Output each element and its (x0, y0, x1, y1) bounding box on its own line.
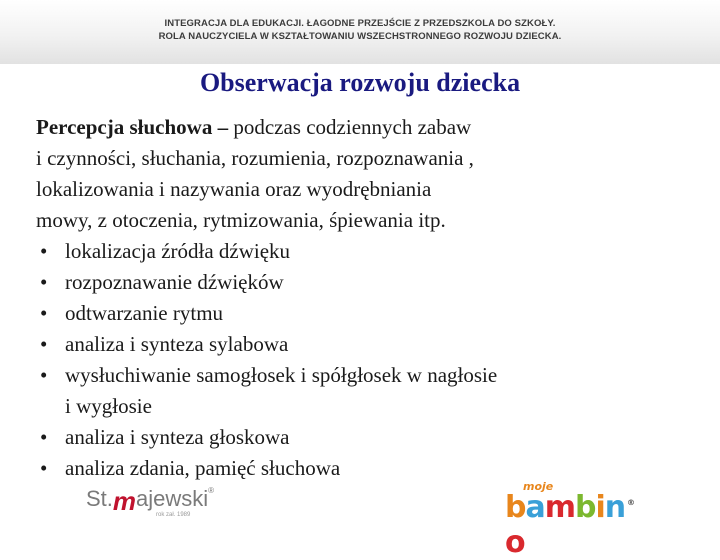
bullet-text: analiza zdania, pamięć słuchowa (65, 456, 341, 480)
bullet-text: analiza i synteza sylabowa (65, 332, 289, 356)
bullet-text: rozpoznawanie dźwięków (65, 270, 284, 294)
bullet-item (36, 267, 656, 298)
bullet-dot: • (40, 301, 48, 325)
intro-line-3: lokalizowania i nazywania oraz wyodrębniania (36, 177, 432, 201)
intro-line-1 (36, 112, 656, 143)
header-text (0, 17, 720, 43)
bullet-item (36, 236, 656, 267)
bullet-item (36, 422, 656, 453)
header-banner (0, 0, 720, 64)
slide-content (36, 112, 656, 484)
bullet-dot: • (40, 456, 48, 480)
bullet-text: odtwarzanie rytmu (65, 301, 224, 325)
bullet-item (36, 298, 656, 329)
bullet-list (36, 236, 656, 484)
bullet-dot: • (40, 332, 48, 356)
bullet-dot: • (40, 270, 48, 294)
moje-bambino-logo: moje bambino ® (505, 480, 635, 560)
bullet-text-continuation: i wygłosie (65, 394, 152, 418)
bullet-text: analiza i synteza głoskowa (65, 425, 290, 449)
header-line-1: INTEGRACJA DLA EDUKACJI. ŁAGODNE PRZEJŚCIE Z PRZEDSZKOLA DO SZKOŁY. (164, 18, 556, 29)
header-line-2: ROLA NAUCZYCIELA W KSZTAŁTOWANIU WSZECHSTRONNEGO ROZWOJU DZIECKA. (158, 31, 562, 42)
bambino-wordmark: bambino (505, 490, 626, 560)
bullet-dot: • (40, 425, 48, 449)
intro-strong: Percepcja słuchowa – (36, 115, 229, 139)
stmajewski-logo: St.majewski® rok zał. 1989 (86, 486, 215, 518)
bullet-dot: • (40, 363, 48, 387)
bullet-text: wysłuchiwanie samogłosek i spółgłosek w nagłosie (65, 363, 498, 387)
slide-title: Obserwacja rozwoju dziecka (199, 68, 521, 97)
intro-line-1-rest: podczas codziennych zabaw (228, 115, 472, 139)
intro-line-4: mowy, z otoczenia, rytmizowania, śpiewania itp. (36, 208, 446, 232)
bullet-item (36, 329, 656, 360)
bullet-item (36, 360, 656, 422)
bullet-dot: • (40, 239, 48, 263)
bullet-text: lokalizacja źródła dźwięku (65, 239, 291, 263)
intro-line-2: i czynności, słuchania, rozumienia, rozpoznawania , (36, 146, 474, 170)
